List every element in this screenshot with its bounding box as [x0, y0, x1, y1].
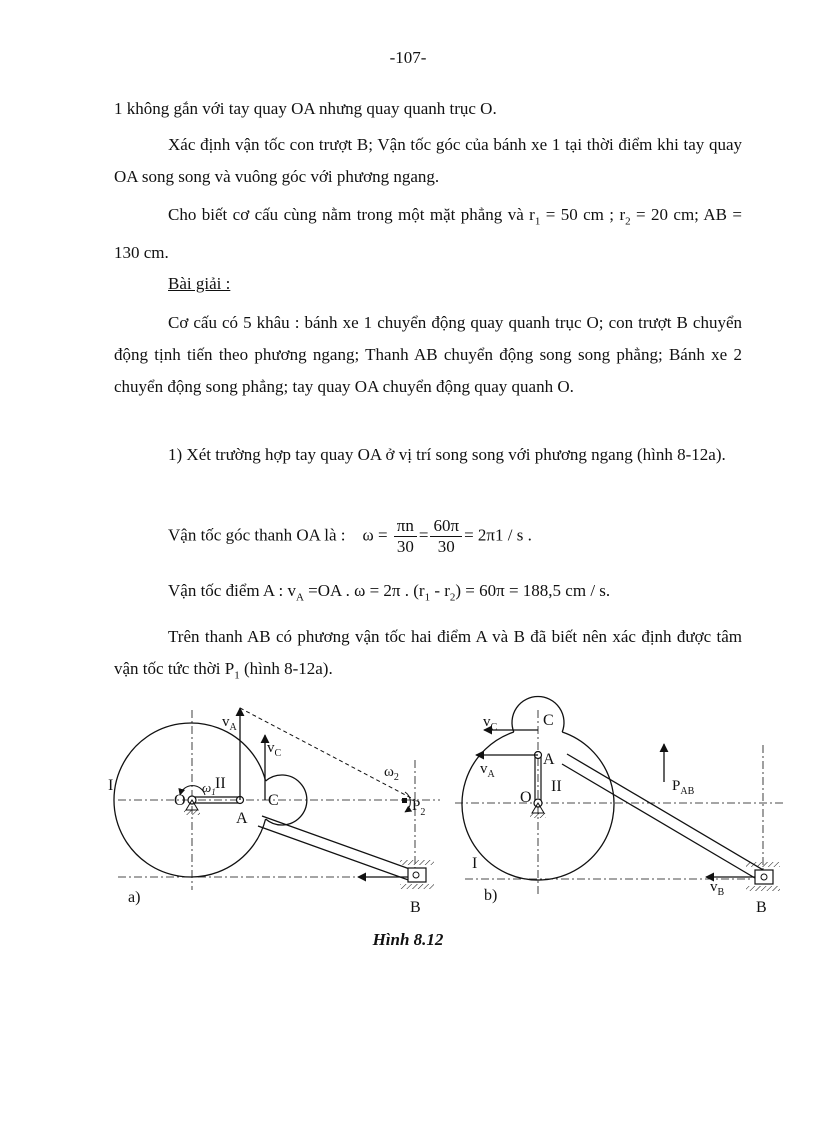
label-p2: $P_2$ [412, 798, 426, 818]
page-number: -107- [389, 48, 427, 67]
label-ii-b: II [551, 778, 562, 795]
label-vb-b: $v_B$ [710, 879, 725, 898]
label-c-b: C [543, 712, 554, 729]
label-va-a: $v_A$ [222, 714, 237, 733]
paragraph-2: Xác định vận tốc con trượt B; Vận tốc góc của bánh xe 1 tại thời điểm khi tay quay OA song song và vuông góc với phương ngang. [114, 135, 742, 186]
label-o-a: O [174, 792, 186, 809]
label-pab: $P_{AB}$ [672, 778, 695, 797]
label-fig-b: b) [484, 887, 498, 904]
omega-formula: Vận tốc góc thanh OA là : ω = $\frac{\pi n}{30}$ = $\frac{60\pi}{30}$ = 2π1 / s . [168, 516, 532, 556]
label-omega1: $\omega_1$ [202, 780, 216, 797]
omega-rhs: = 2π1 / s . [464, 525, 532, 545]
label-vc-b: $v_C$ [483, 714, 498, 733]
label-o-b: O [520, 789, 532, 806]
label-c-a: C [268, 792, 279, 809]
paragraph-1: 1 không gắn với tay quay OA nhưng quay quanh trục O. [114, 99, 497, 118]
va-formula: Vận tốc điểm A : $v_A =OA$ . ω = 2π . $(r_1 - r_2) = 60\pi = 188,5$ cm / s. [168, 581, 611, 604]
label-omega2: $\omega_2$ [384, 764, 399, 783]
omega-lhs: ω = [362, 525, 388, 545]
p3-text-a: Cho biết cơ cấu cùng nằm trong một mặt phẳng và r [168, 205, 535, 224]
omega-lead: Vận tốc góc thanh OA là : [168, 525, 346, 545]
label-i-b: I [472, 855, 478, 872]
paragraph-5: 1) Xét trường hợp tay quay OA ở vị trí song song với phương ngang (hình 8-12a). [168, 445, 726, 464]
figure-caption: Hình 8.12 [372, 930, 444, 949]
label-b-b: B [756, 899, 767, 916]
fraction-1: $\frac{\pi n}{30}$ [394, 516, 417, 557]
subscript-2: 2 [625, 215, 631, 228]
figure-b [455, 696, 786, 916]
label-a-b: A [543, 751, 555, 768]
label-b-a: B [410, 899, 421, 916]
figure-a [108, 708, 440, 916]
fraction-2: $\frac{60\pi}{30}$ [430, 516, 462, 557]
label-fig-a: a) [128, 889, 141, 906]
label-vc-a: $v_C$ [267, 740, 282, 759]
paragraph-4: Cơ cấu có 5 khâu : bánh xe 1 chuyển động quay quanh trục O; con trượt B chuyển động tịnh tiến theo phương ngang; Thanh AB chuyển động song song phẳng; Bánh xe 2 chuyển động song phẳng; tay quay OA chuyển động quay quanh O. [114, 313, 742, 396]
p3-text-c: = 20 cm; AB = 130 cm. [114, 205, 742, 263]
label-i-a: I [108, 777, 114, 794]
p3-text-b: = 50 cm ; r [540, 205, 626, 224]
label-ii-a: II [215, 775, 226, 792]
paragraph-6: Trên thanh AB có phương vận tốc hai điểm A và B đã biết nên xác định được tâm vận tốc tức thời $P_1$ (hình 8-12a). [114, 627, 742, 682]
support-hatch-o-b [530, 813, 546, 818]
rod-ab-b [567, 754, 765, 871]
rod-ab-a [262, 816, 418, 872]
support-hatch-o-a [184, 810, 200, 815]
subscript-1: 1 [534, 215, 541, 228]
label-va-b: $v_A$ [480, 761, 495, 780]
solution-heading-text: Bài giải : [168, 274, 231, 293]
label-a-a: A [236, 810, 248, 827]
